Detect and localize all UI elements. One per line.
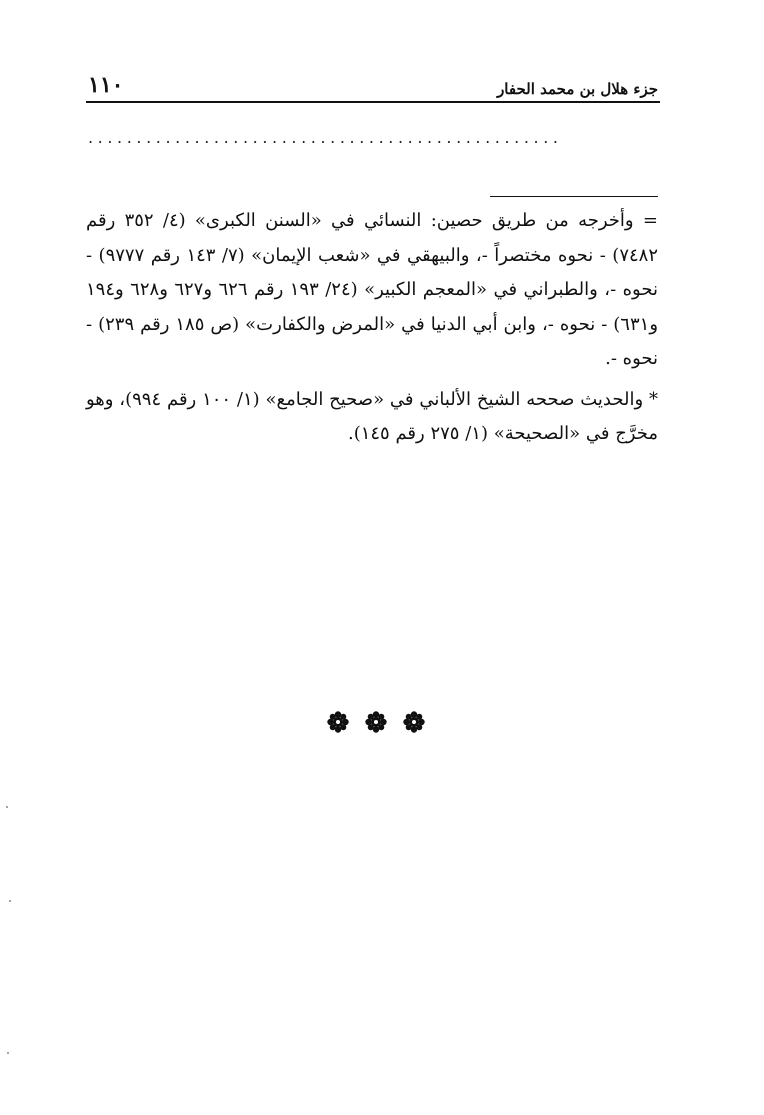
section-end-ornaments bbox=[326, 708, 426, 736]
header-rule bbox=[86, 101, 660, 103]
footnote-rule bbox=[490, 196, 658, 197]
page-number: ١١٠ bbox=[88, 72, 124, 98]
scan-speck bbox=[7, 1052, 9, 1054]
flower-ornament-icon bbox=[326, 710, 350, 734]
footnote-paragraph: * والحديث صححه الشيخ الألباني في «صحيح الجامع» (١/ ١٠٠ رقم ٩٩٤)، وهو مخرَّج في «الصحيحة» (١/ ٢٧٥ رقم ١٤٥). bbox=[86, 388, 658, 444]
book-title: جزء هلال بن محمد الحفار bbox=[497, 80, 658, 98]
separator-dots: ................................................. bbox=[88, 128, 563, 147]
scan-speck bbox=[6, 806, 8, 808]
flower-ornament-icon bbox=[364, 710, 388, 734]
footnotes bbox=[86, 204, 658, 452]
flower-ornament-icon bbox=[402, 710, 426, 734]
footnote-paragraph: = وأخرجه من طريق حصين: النسائي في «السنن الكبرى» (٤/ ٣٥٢ رقم ٧٤٨٢) - نحوه مختصراً -، والبيهقي في «شعب الإيمان» (٧/ ١٤٣ رقم ٩٧٧٧) - نحوه -، والطبراني في «المعجم الكبير» (٢٤/ ١٩٣ رقم ٦٢٦ و٦٢٧ و٦٢٨ و١٩٤ و٦٣١) - نحوه -، وابن أبي الدنيا في «المرض والكفارت» (ص ١٨٥ رقم ٢٣٩) - نحوه -. bbox=[86, 210, 659, 369]
scan-speck bbox=[9, 900, 11, 902]
running-header bbox=[88, 62, 658, 98]
